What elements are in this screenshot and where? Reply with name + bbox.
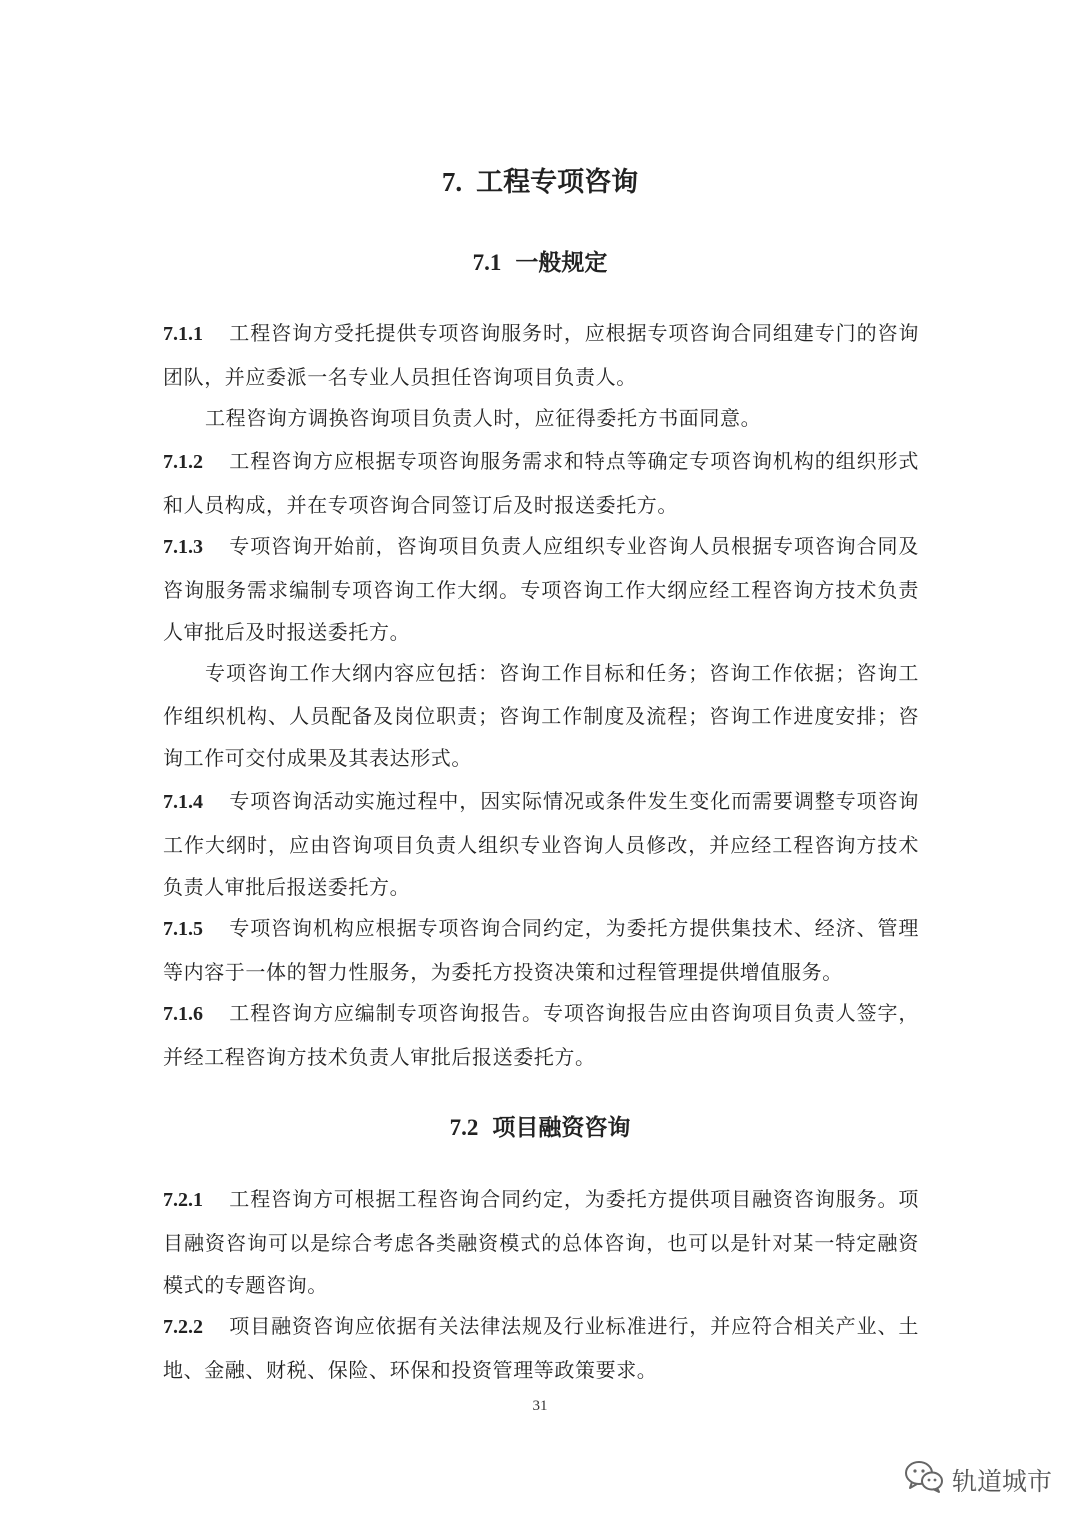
chapter-number: 7. — [441, 167, 463, 197]
clause-number: 7.2.2 — [163, 1316, 203, 1338]
clause-text: 工程咨询方应编制专项咨询报告。专项咨询报告应由咨询项目负责人签字，并经工程咨询方技术负责人审批后报送委托方。 — [163, 1001, 919, 1069]
clause-number: 7.1.2 — [163, 451, 203, 473]
clause-number: 7.1.5 — [163, 918, 203, 940]
clause-7-1-2 — [163, 440, 919, 526]
chapter-heading — [0, 160, 1080, 205]
clause-text: 工程咨询方受托提供专项咨询服务时，应根据专项咨询合同组建专门的咨询团队，并应委派一名专业人员担任咨询项目负责人。 — [163, 321, 919, 389]
clause-text: 工程咨询方可根据工程咨询合同约定，为委托方提供项目融资咨询服务。项目融资咨询可以是综合考虑各类融资模式的总体咨询，也可以是针对某一特定融资模式的专题咨询。 — [163, 1187, 919, 1297]
watermark-label: 轨道城市 — [951, 1467, 1052, 1496]
clause-number: 7.2.1 — [163, 1189, 203, 1211]
source-watermark — [904, 1460, 1052, 1500]
page-number: 31 — [532, 1398, 548, 1414]
section-number: 7.1 — [472, 250, 502, 275]
section-title: 一般规定 — [515, 250, 608, 276]
clause-text: 专项咨询工作大纲内容应包括：咨询工作目标和任务；咨询工作依据；咨询工作组织机构、人员配备及岗位职责；咨询工作制度及流程；咨询工作进度安排；咨询工作可交付成果及其表达形式。 — [163, 661, 919, 770]
clause-7-1-1 — [163, 312, 919, 398]
clause-number: 7.1.4 — [163, 791, 203, 813]
section-heading-7-1 — [0, 243, 1080, 283]
section-title: 项目融资咨询 — [492, 1115, 631, 1141]
clause-7-1-3-continuation — [163, 652, 919, 780]
section-number: 7.2 — [449, 1115, 479, 1140]
clause-7-1-6 — [163, 992, 919, 1078]
clause-text: 专项咨询活动实施过程中，因实际情况或条件发生变化而需要调整专项咨询工作大纲时，应由咨询项目负责人组织专业咨询人员修改，并应经工程咨询方技术负责人审批后报送委托方。 — [163, 789, 919, 899]
clause-text: 项目融资咨询应依据有关法律法规及行业标准进行，并应符合相关产业、土地、金融、财税、保险、环保和投资管理等政策要求。 — [163, 1314, 919, 1382]
clause-7-2-2 — [163, 1305, 919, 1391]
wechat-icon — [904, 1460, 944, 1500]
clause-text: 专项咨询机构应根据专项咨询合同约定，为委托方提供集技术、经济、管理等内容于一体的智力性服务，为委托方投资决策和过程管理提供增值服务。 — [163, 916, 919, 984]
clause-text: 专项咨询开始前，咨询项目负责人应组织专业咨询人员根据专项咨询合同及咨询服务需求编制专项咨询工作大纲。专项咨询工作大纲应经工程咨询方技术负责人审批后及时报送委托方。 — [163, 534, 919, 644]
chapter-title: 工程专项咨询 — [476, 167, 639, 198]
clause-7-1-1-continuation — [163, 397, 919, 440]
clause-number: 7.1.1 — [163, 323, 203, 345]
clause-number: 7.1.3 — [163, 536, 203, 558]
clause-7-2-1 — [163, 1178, 919, 1307]
clause-7-1-3 — [163, 525, 919, 654]
clause-number: 7.1.6 — [163, 1003, 203, 1025]
section-heading-7-2 — [0, 1108, 1080, 1148]
clause-7-1-4 — [163, 780, 919, 909]
clause-text: 工程咨询方调换咨询项目负责人时，应征得委托方书面同意。 — [205, 406, 762, 430]
clause-7-1-5 — [163, 907, 919, 993]
clause-text: 工程咨询方应根据专项咨询服务需求和特点等确定专项咨询机构的组织形式和人员构成，并在专项咨询合同签订后及时报送委托方。 — [163, 449, 919, 517]
